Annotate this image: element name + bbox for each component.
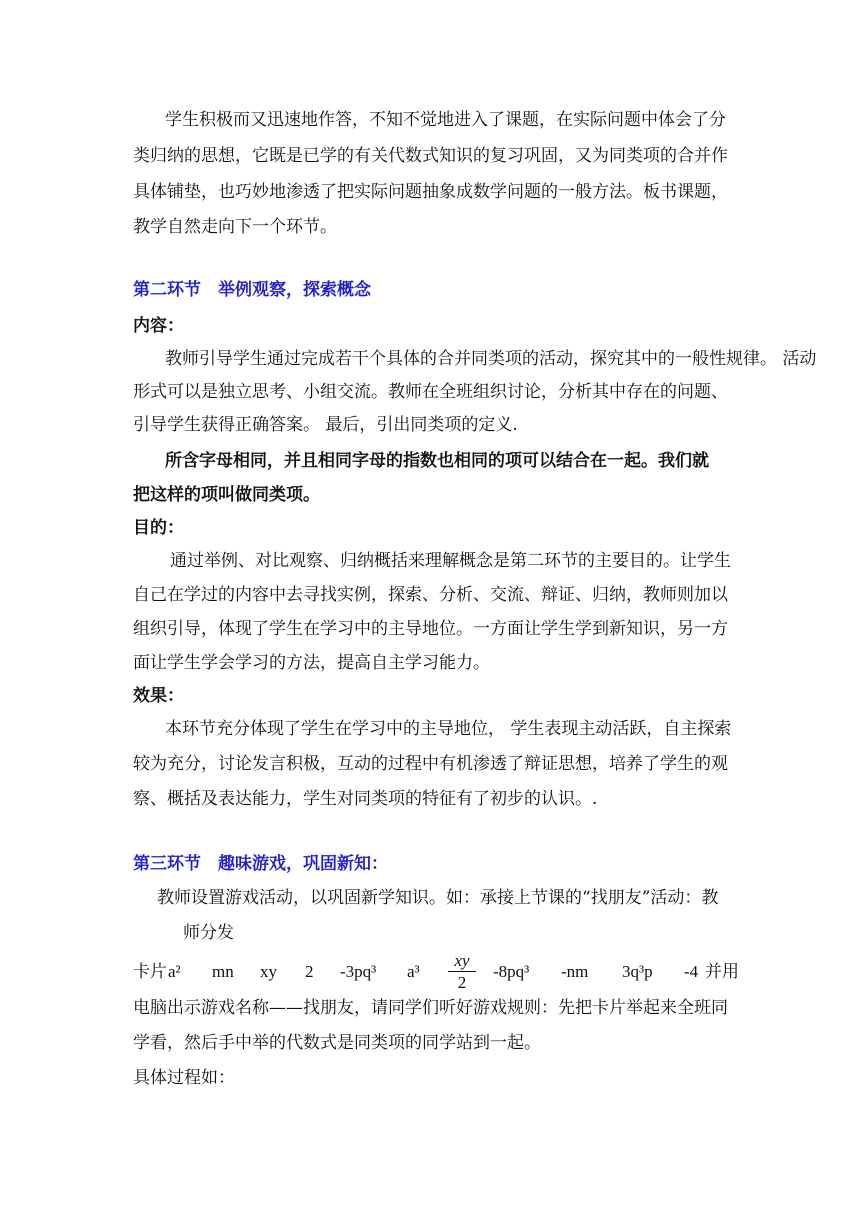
card-term: 3q³p bbox=[622, 962, 653, 981]
definition-line: 所含字母相同，并且相同字母的指数也相同的项可以结合在一起。我们就 bbox=[165, 451, 709, 471]
effect-line: 察、概括及表达能力，学生对同类项的特征有了初步的认识。. bbox=[133, 789, 598, 809]
card-term: -8pq³ bbox=[493, 962, 530, 981]
card-term: xy bbox=[260, 962, 277, 981]
purpose-line: 组织引导，体现了学生在学习中的主导地位。一方面让学生学到新知识，另一方 bbox=[133, 619, 728, 639]
card-term: 2 bbox=[305, 962, 314, 981]
purpose-line: 面让学生学会学习的方法，提高自主学习能力。 bbox=[133, 653, 490, 673]
card-term: -3pq³ bbox=[340, 962, 377, 981]
section-heading: 第三环节 趣味游戏，巩固新知： bbox=[133, 854, 388, 874]
card-term: -nm bbox=[561, 962, 589, 981]
section-heading: 第二环节 举例观察，探索概念 bbox=[133, 280, 371, 300]
intro-line: 教师设置游戏活动，以巩固新学知识。如：承接上节课的“找朋友”活动：教 bbox=[157, 888, 719, 908]
fraction-denominator: 2 bbox=[457, 973, 467, 992]
content-line: 引导学生获得正确答案。 最后，引出同类项的定义. bbox=[133, 415, 518, 435]
content-line: 形式可以是独立思考、小组交流。教师在全班组织讨论，分析其中存在的问题、 bbox=[133, 382, 728, 402]
purpose-label: 目的： bbox=[133, 518, 184, 538]
card-term: mn bbox=[212, 962, 234, 981]
rules-line: 学看，然后手中举的代数式是同类项的同学站到一起。 bbox=[133, 1033, 541, 1053]
fraction-card bbox=[448, 951, 476, 994]
paragraph-line: 教学自然走向下一个环节。 bbox=[133, 217, 337, 237]
card-term: -4 bbox=[684, 962, 699, 981]
paragraph-line: 学生积极而又迅速地作答，不知不觉地进入了课题，在实际问题中体会了分 bbox=[165, 110, 726, 130]
rules-line: 电脑出示游戏名称——找朋友，请同学们听好游戏规则：先把卡片举起来全班同 bbox=[133, 998, 728, 1018]
purpose-line: 通过举例、对比观察、归纳概括来理解概念是第二环节的主要目的。让学生 bbox=[170, 551, 731, 571]
paragraph-line: 类归纳的思想，它既是已学的有关代数式知识的复习巩固，又为同类项的合并作 bbox=[133, 146, 728, 166]
fraction-numerator: xy bbox=[448, 951, 476, 972]
process-label: 具体过程如： bbox=[133, 1068, 235, 1088]
card-term: a³ bbox=[407, 962, 420, 981]
effect-line: 本环节充分体现了学生在学习中的主导地位， 学生表现主动活跃，自主探索 bbox=[165, 719, 732, 739]
intro-line: 师分发 bbox=[183, 923, 234, 943]
paragraph-line: 具体铺垫，也巧妙地渗透了把实际问题抽象成数学问题的一般方法。板书课题， bbox=[133, 182, 728, 202]
purpose-line: 自己在学过的内容中去寻找实例，探索、分析、交流、辩证、归纳，教师则加以 bbox=[133, 585, 728, 605]
content-label: 内容： bbox=[133, 316, 184, 336]
definition-line: 把这样的项叫做同类项。 bbox=[133, 485, 320, 505]
effect-line: 较为充分，讨论发言积极，互动的过程中有机渗透了辩证思想，培养了学生的观 bbox=[133, 754, 728, 774]
content-line: 教师引导学生通过完成若干个具体的合并同类项的活动，探究其中的一般性规律。 活动 bbox=[165, 349, 817, 369]
effect-label: 效果： bbox=[133, 686, 184, 706]
cards-suffix: 并用 bbox=[705, 962, 739, 982]
card-term: a² bbox=[168, 962, 181, 981]
cards-prefix: 卡片 bbox=[133, 962, 167, 982]
